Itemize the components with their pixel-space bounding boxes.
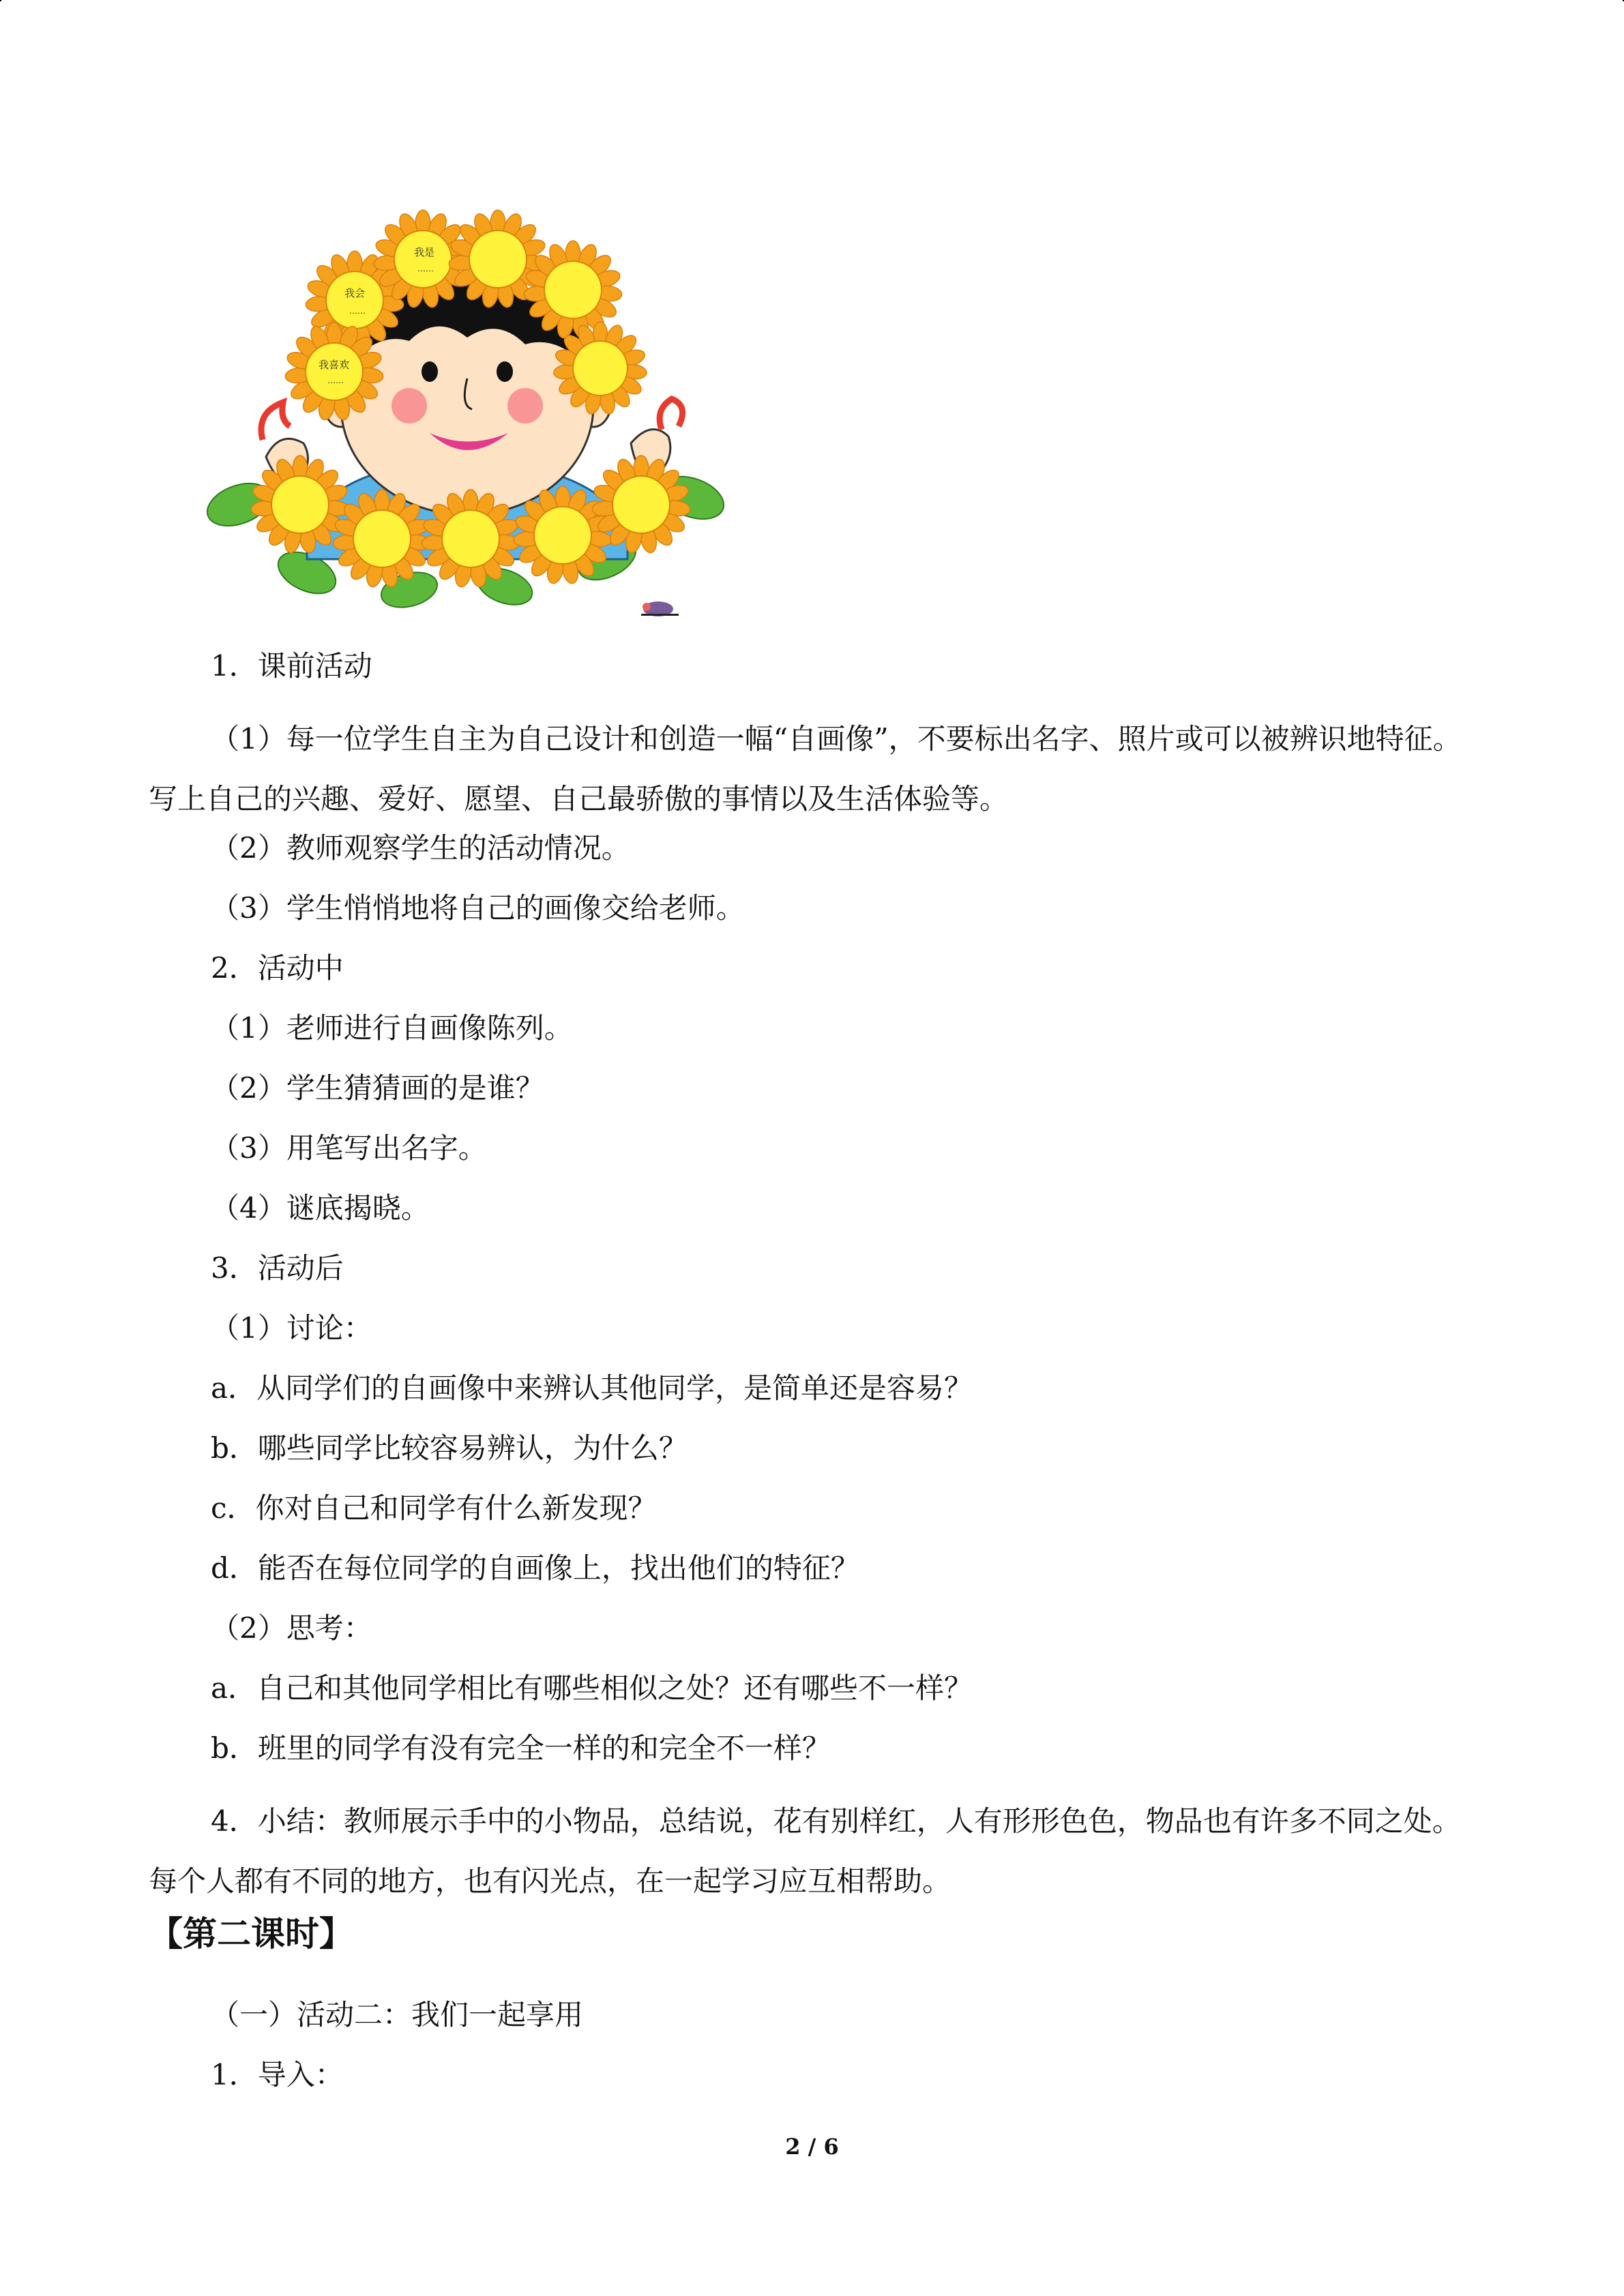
para-9: （4）谜底揭晓。 <box>211 1191 430 1225</box>
para-7: （2）学生猜猜画的是谁？ <box>211 1071 544 1105</box>
para-11: （1）讨论： <box>211 1311 372 1345</box>
para-17: a．自己和其他同学相比有哪些相似之处？还有哪些不一样？ <box>211 1671 973 1705</box>
para-13: b．哪些同学比较容易辨认，为什么？ <box>211 1431 688 1465</box>
flower-label-2: 我是 <box>414 246 435 258</box>
para-19: 4．小结：教师展示手中的小物品，总结说，花有别样红，人有形形色色，物品也有许多不同之处。每个人都有不同的地方，也有闪光点，在一起学习应互相帮助。 <box>149 1804 1461 1898</box>
para-5: 2．活动中 <box>211 951 344 985</box>
para-18: b．班里的同学有没有完全一样的和完全不一样？ <box>211 1731 831 1765</box>
svg-text:……: …… <box>327 376 344 385</box>
crop-mark-top-left <box>0 0 1 1</box>
flower-label-1: 我会 <box>344 287 366 299</box>
sunflower-boy-illustration <box>205 205 730 627</box>
svg-text:……: …… <box>417 264 434 273</box>
para-2: （1）每一位学生自主为自己设计和创造一幅“自画像”，不要标出名字、照片或可以被辨识地特征。写上自己的兴趣、爱好、愿望、自己最骄傲的事情以及生活体验等。 <box>149 722 1462 816</box>
ladybug-icon <box>641 601 679 616</box>
para-10: 3．活动后 <box>211 1251 344 1285</box>
para-20: （一）活动二：我们一起享用 <box>211 1998 584 2031</box>
page-number: 2 / 6 <box>785 2134 839 2160</box>
flower-label-3: 我喜欢 <box>319 359 350 371</box>
para-3: （2）教师观察学生的活动情况。 <box>211 831 630 865</box>
para-15: d．能否在每位同学的自画像上，找出他们的特征？ <box>211 1551 859 1585</box>
svg-text:……: …… <box>349 306 366 316</box>
section-heading: 【第二课时】 <box>149 1914 353 1954</box>
para-6: （1）老师进行自画像陈列。 <box>211 1011 573 1045</box>
para-21: 1．导入： <box>211 2058 344 2091</box>
para-4: （3）学生悄悄地将自己的画像交给老师。 <box>211 891 745 925</box>
para-1: 1．课前活动 <box>211 649 372 683</box>
para-16: （2）思考： <box>211 1611 372 1645</box>
para-8: （3）用笔写出名字。 <box>211 1131 487 1165</box>
para-12: a．从同学们的自画像中来辨认其他同学，是简单还是容易？ <box>211 1371 973 1405</box>
para-14: c．你对自己和同学有什么新发现？ <box>211 1491 657 1525</box>
